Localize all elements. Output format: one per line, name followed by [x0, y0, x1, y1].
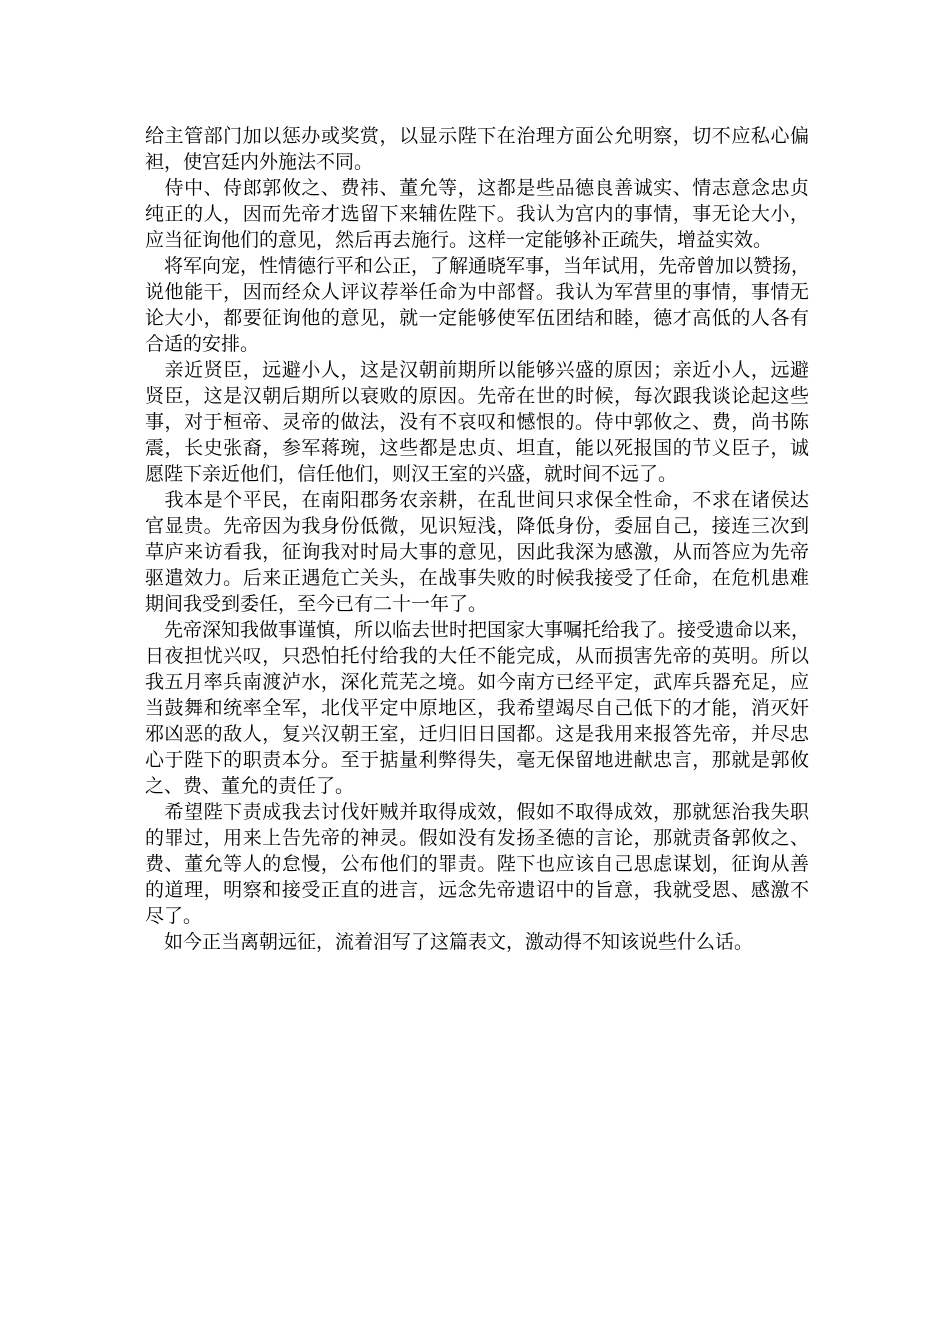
- paragraph-1: [145, 123, 809, 175]
- text-line: 事，对于桓帝、灵帝的做法，没有不哀叹和憾恨的。侍中郭攸之、费，尚书陈: [145, 411, 809, 433]
- body-text: [145, 123, 809, 955]
- text-line: 给主管部门加以惩办或奖赏，以显示陛下在治理方面公允明察，切不应私心偏: [145, 125, 809, 147]
- text-line: 我本是个平民，在南阳郡务农亲耕，在乱世间只求保全性命，不求在诸侯达: [145, 489, 809, 511]
- text-line: 日夜担忧兴叹，只恐怕托付给我的大任不能完成，从而损害先帝的英明。所以: [145, 645, 809, 667]
- text-line: 的罪过，用来上告先帝的神灵。假如没有发扬圣德的言论，那就责备郭攸之、: [145, 827, 809, 849]
- text-line: 心于陛下的职责本分。至于掂量利弊得失，毫无保留地进献忠言，那就是郭攸: [145, 749, 809, 771]
- text-line: 当鼓舞和统率全军，北伐平定中原地区，我希望竭尽自己低下的才能，消灭奸: [145, 697, 809, 719]
- paragraph-2: [145, 175, 809, 253]
- text-line: 侍中、侍郎郭攸之、费祎、董允等，这都是些品德良善诚实、情志意念忠贞: [145, 177, 809, 199]
- text-line: 尽了。: [145, 905, 203, 927]
- text-line: 先帝深知我做事谨慎，所以临去世时把国家大事嘱托给我了。接受遗命以来，: [145, 619, 811, 641]
- paragraph-4: [145, 357, 809, 487]
- text-line: 贤臣，这是汉朝后期所以衰败的原因。先帝在世的时候，每次跟我谈论起这些: [145, 385, 809, 407]
- paragraph-8: [145, 929, 809, 955]
- text-line: 应当征询他们的意见，然后再去施行。这样一定能够补正疏失，增益实效。: [145, 229, 773, 251]
- text-line: 官显贵。先帝因为我身份低微，见识短浅，降低身份，委屈自己，接连三次到: [145, 515, 809, 537]
- text-line: 亲近贤臣，远避小人，这是汉朝前期所以能够兴盛的原因；亲近小人，远避: [145, 359, 809, 381]
- text-line: 论大小，都要征询他的意见，就一定能够使军伍团结和睦，德才高低的人各有: [145, 307, 809, 329]
- text-line: 希望陛下责成我去讨伐奸贼并取得成效，假如不取得成效，那就惩治我失职: [145, 801, 809, 823]
- text-line: 袒，使宫廷内外施法不同。: [145, 151, 374, 173]
- text-line: 期间我受到委任，至今已有二十一年了。: [145, 593, 488, 615]
- text-line: 邪凶恶的敌人，复兴汉朝王室，迁归旧日国都。这是我用来报答先帝，并尽忠: [145, 723, 809, 745]
- text-line: 说他能干，因而经众人评议荐举任命为中部督。我认为军营里的事情，事情无: [145, 281, 809, 303]
- text-line: 的道理，明察和接受正直的进言，远念先帝遗诏中的旨意，我就受恩、感激不: [145, 879, 809, 901]
- text-line: 震，长史张裔，参军蒋琬，这些都是忠贞、坦直，能以死报国的节义臣子，诚: [145, 437, 809, 459]
- text-line: 如今正当离朝远征，流着泪写了这篇表文，激动得不知该说些什么话。: [145, 931, 754, 953]
- text-line: 驱遣效力。后来正遇危亡关头，在战事失败的时候我接受了任命，在危机患难: [145, 567, 809, 589]
- text-line: 合适的安排。: [145, 333, 260, 355]
- text-line: 纯正的人，因而先帝才选留下来辅佐陛下。我认为宫内的事情，事无论大小，: [145, 203, 809, 225]
- text-line: 将军向宠，性情德行平和公正，了解通晓军事，当年试用，先帝曾加以赞扬，: [145, 255, 811, 277]
- text-line: 我五月率兵南渡泸水，深化荒芜之境。如今南方已经平定，武库兵器充足，应: [145, 671, 809, 693]
- paragraph-3: [145, 253, 809, 357]
- text-line: 愿陛下亲近他们，信任他们，则汉王室的兴盛，就时间不远了。: [145, 463, 678, 485]
- text-line: 草庐来访看我，征询我对时局大事的意见，因此我深为感激，从而答应为先帝: [145, 541, 809, 563]
- paragraph-5: [145, 487, 809, 617]
- paragraph-7: [145, 799, 809, 929]
- paragraph-6: [145, 617, 809, 799]
- text-line: 费、董允等人的怠慢，公布他们的罪责。陛下也应该自己思虑谋划，征询从善: [145, 853, 809, 875]
- text-line: 之、费、董允的责任了。: [145, 775, 355, 797]
